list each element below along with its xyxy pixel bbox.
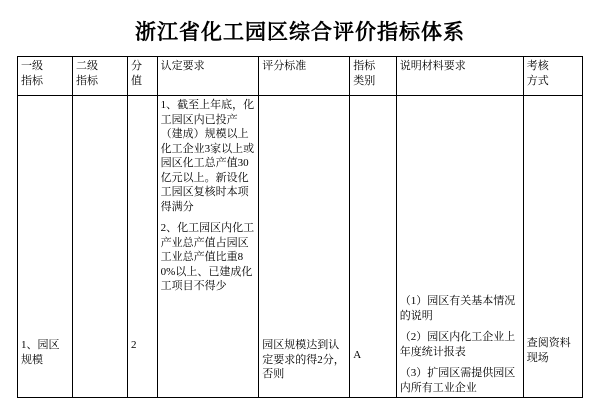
column-header-level2-text: 二级 指标 (76, 60, 99, 87)
column-header-score (128, 57, 158, 96)
column-header-level2 (73, 57, 128, 96)
score-value: 2 (131, 339, 137, 351)
table-row (18, 96, 583, 398)
column-header-materials: 说明材料要求 (396, 57, 523, 96)
cell-scoring (259, 96, 350, 398)
column-header-level1-text: 一级 指标 (21, 60, 43, 87)
material-paragraph-2: （2）园区内化工企业上年度统计报表 (399, 331, 516, 358)
column-header-method-text: 考核 方式 (526, 60, 549, 87)
table-header-row (18, 57, 583, 96)
cell-requirements (157, 96, 259, 398)
cell-category (350, 96, 397, 398)
cell-method (523, 96, 582, 398)
column-header-category (350, 57, 397, 96)
column-header-method (523, 57, 582, 96)
column-header-score-text: 分 值 (131, 60, 143, 87)
cell-level2 (73, 96, 128, 398)
column-header-level1 (18, 57, 73, 96)
cell-level1 (18, 96, 73, 398)
evaluation-index-table (17, 56, 583, 398)
category-value: A (353, 349, 362, 361)
level1-label: 1、园区规模 (21, 339, 60, 366)
cell-materials (396, 96, 523, 398)
cell-score (128, 96, 158, 398)
requirement-paragraph-2: 2、化工园区内化工产业总产值占园区工业总产值比重80%以上、已建成化工项目不得少 (160, 222, 255, 293)
column-header-requirements: 认定要求 (157, 57, 259, 96)
column-header-category-text: 指标 类别 (353, 60, 376, 87)
requirement-paragraph-1: 1、截至上年底，化工园区内已投产（建成）规模以上化工企业3家以上或园区化工总产值30亿元以上。新设化工园区复核时本项得满分 (160, 99, 255, 213)
page-title: 浙江省化工园区综合评价指标体系 (135, 20, 465, 44)
material-paragraph-3: （3）扩园区需提供园区内所有工业企业 (399, 367, 516, 394)
method-text: 查阅资料现场 (526, 337, 571, 364)
scoring-text: 园区规模达到认定要求的得2分，否则 (262, 339, 345, 381)
material-paragraph-1: （1）园区有关基本情况的说明 (399, 295, 516, 322)
column-header-scoring: 评分标准 (259, 57, 350, 96)
